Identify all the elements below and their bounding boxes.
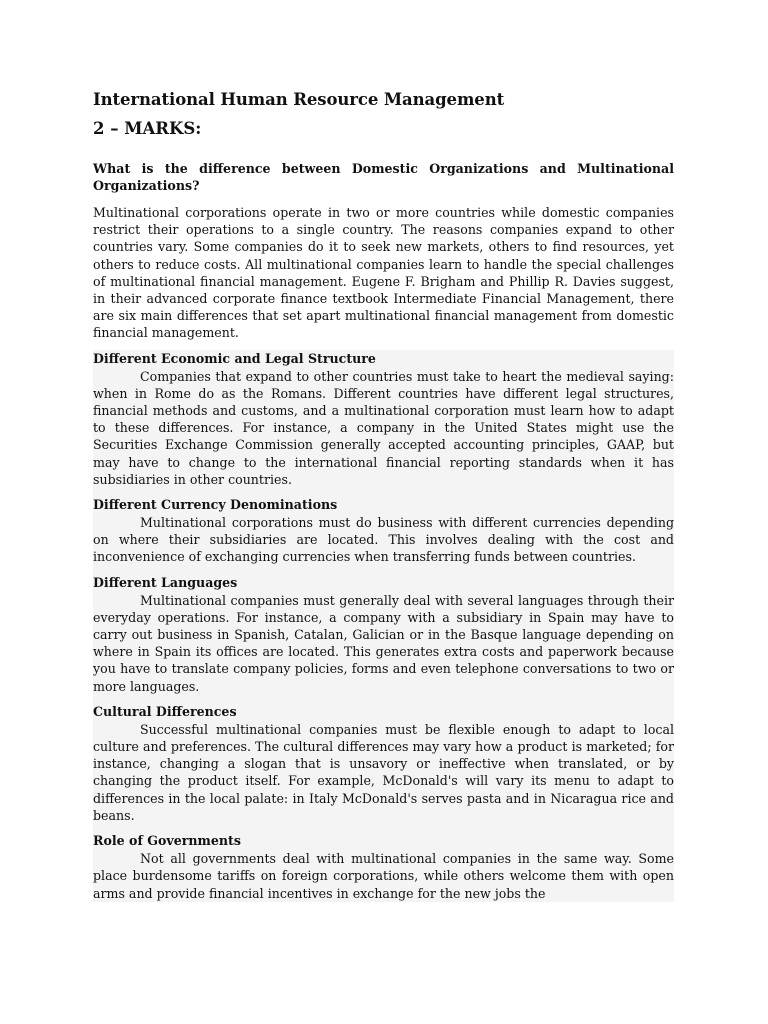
section-languages	[93, 574, 674, 695]
section-heading: Role of Governments	[93, 833, 241, 849]
section-body: Successful multinational companies must be flexible enough to adapt to local culture and preferences. The cultural differences may vary how a product is marketed; for instance, changing a slogan that is unsavory or ineffective when translated, or by changing the product itself. For example, McDonald's will vary its menu to adapt to differences in the local palate: in Italy McDonald's serves pasta and in Nicaragua rice and beans.	[93, 721, 674, 823]
sections-container	[93, 350, 674, 902]
section-body: Companies that expand to other countries must take to heart the medieval saying: when in Rome do as the Romans. Different countries have different legal structures, financial methods and customs, and a multinational corporation must learn how to adapt to these differences. For instance, a company in the United States might use the Securities Exchange Commission generally accepted accounting principles, GAAP, but may have to change to the international financial reporting standards when it has subsidiaries in other countries.	[93, 368, 674, 487]
intro-paragraph: Multinational corporations operate in two or more countries while domestic companies restrict their operations to a single country. The reasons companies expand to other countries vary. Some companies do it to seek new markets, others to find resources, yet others to reduce costs. All multinational companies learn to handle the special challenges of multinational financial management. Eugene F. Brigham and Phillip R. Davies suggest, in their advanced corporate finance textbook Intermediate Financial Management, there are six main differences that set apart multinational financial management from domestic financial management.	[93, 205, 674, 341]
section-heading: Cultural Differences	[93, 703, 237, 719]
section-cultural	[93, 703, 674, 824]
section-currency	[93, 496, 674, 566]
section-body: Multinational companies must generally deal with several languages through their everyday operations. For instance, a company with a subsidiary in Spain may have to carry out business in Spanish, Catalan, Galician or in the Basque language depending on where in Spain its offices are located. This generates extra costs and paperwork because you have to translate company policies, forms and even telephone conversations to two or more languages.	[93, 592, 674, 694]
section-body: Not all governments deal with multinational companies in the same way. Some place burdensome tariffs on foreign corporations, while others welcome them with open arms and provide financial incentives in exchange for the new jobs the	[93, 851, 674, 901]
section-governments	[93, 832, 674, 902]
section-heading: Different Currency Denominations	[93, 497, 338, 513]
section-economic-legal	[93, 350, 674, 488]
section-heading: Different Economic and Legal Structure	[93, 350, 376, 366]
section-heading: Different Languages	[93, 574, 238, 590]
marks-heading: 2 – MARKS:	[93, 119, 202, 138]
document-title: International Human Resource Management	[93, 90, 505, 109]
question-heading: What is the difference between Domestic Organizations and Multinational Organizations?	[93, 161, 674, 193]
section-body: Multinational corporations must do business with different currencies depending on where their subsidiaries are located. This involves dealing with the cost and inconvenience of exchanging currencies when transferring funds between countries.	[93, 515, 674, 565]
